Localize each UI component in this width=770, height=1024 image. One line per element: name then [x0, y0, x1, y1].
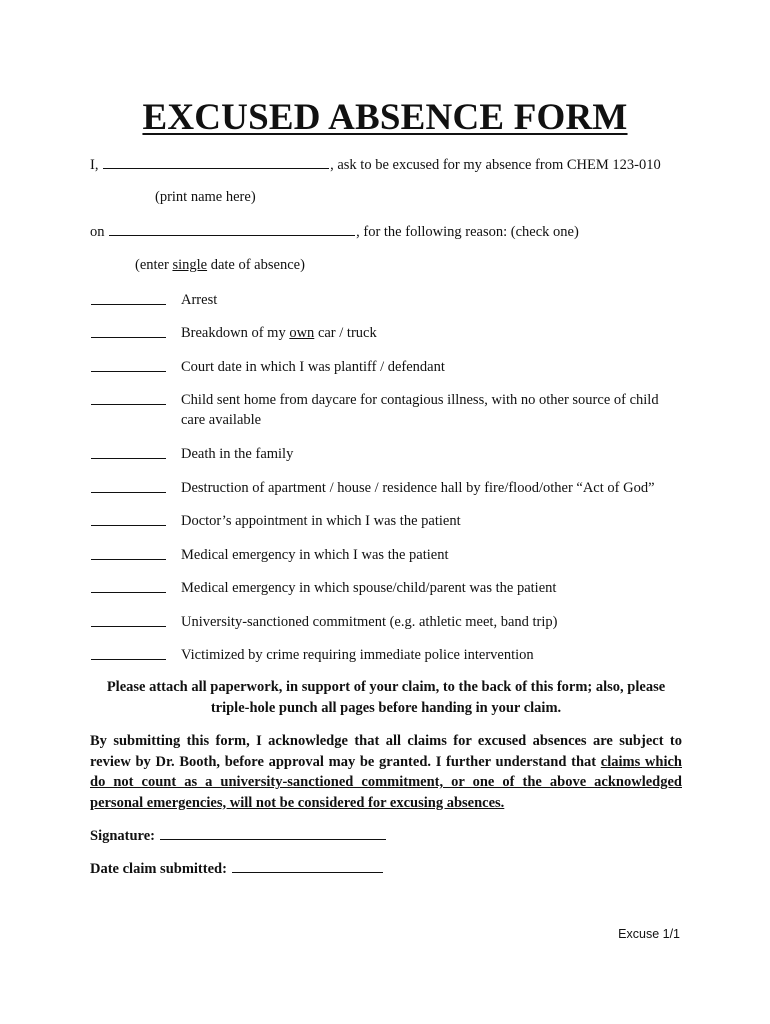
date-submitted-blank[interactable] [232, 860, 383, 873]
reason-label-part: car / truck [314, 325, 377, 341]
signature-blank[interactable] [160, 827, 386, 840]
reason-checkbox-blank[interactable] [91, 612, 166, 627]
attach-paperwork-note: Please attach all paperwork, in support of your claim, to the back of this form; also, please triple-hole punch all pages before handing in your claim. [106, 679, 666, 716]
date-hint-before: (enter [135, 257, 173, 273]
date-hint [135, 257, 305, 274]
date-line [90, 223, 579, 241]
reason-label: Court date in which I was plantiff / defendant [181, 359, 445, 375]
reason-checkbox-blank[interactable] [91, 511, 166, 526]
reason-checkbox-blank[interactable] [91, 444, 166, 459]
date-prefix: on [90, 224, 105, 240]
name-line [90, 156, 661, 174]
page-title: EXCUSED ABSENCE FORM [142, 97, 628, 138]
reason-checkbox-blank[interactable] [91, 478, 166, 493]
page-footer: Excuse 1/1 [618, 927, 680, 941]
acknowledgement-text: By submitting this form, I acknowledge that all claims for excused absences are subject to review by Dr. Booth, before approval may be granted. I further understand that [90, 733, 682, 770]
reason-checkbox-blank[interactable] [91, 390, 166, 405]
reason-checkbox-blank[interactable] [91, 545, 166, 560]
acknowledgement-underlined-text: claims which do not count as a university-sanctioned commitment, or one of the above acknowledged personal emergencies, will not be considered for excusing absences. [90, 753, 682, 811]
name-blank[interactable] [103, 156, 329, 169]
reason-checkbox-blank[interactable] [91, 357, 166, 372]
date-blank[interactable] [109, 223, 355, 236]
reason-label [181, 323, 686, 343]
reason-checkbox-blank[interactable] [91, 323, 166, 338]
date-suffix: , for the following reason: (check one) [356, 224, 579, 240]
reason-label-part: Breakdown of my [181, 325, 290, 341]
reason-label: Death in the family [181, 446, 294, 462]
reason-label: Arrest [181, 292, 218, 308]
reason-label: Victimized by crime requiring immediate police intervention [181, 647, 534, 663]
reason-label: Doctor’s appointment in which I was the patient [181, 513, 461, 529]
reason-label: University-sanctioned commitment (e.g. athletic meet, band trip) [181, 614, 558, 630]
reason-checkbox-blank[interactable] [91, 645, 166, 660]
reason-label-emph: own [289, 325, 315, 341]
date-submitted-line [90, 860, 384, 878]
date-hint-after: date of absence) [207, 257, 305, 273]
reason-checkbox-blank[interactable] [91, 290, 166, 305]
signature-line [90, 827, 387, 845]
date-hint-emph: single [172, 257, 208, 273]
reason-label: Child sent home from daycare for contagious illness, with no other source of child care available [181, 392, 659, 428]
name-suffix: , ask to be excused for my absence from CHEM 123-010 [330, 157, 661, 173]
name-hint: (print name here) [155, 189, 256, 205]
reason-label: Medical emergency in which spouse/child/parent was the patient [181, 580, 557, 596]
date-submitted-label: Date claim submitted: [90, 861, 227, 877]
name-prefix: I, [90, 157, 99, 173]
reason-checkbox-blank[interactable] [91, 578, 166, 593]
acknowledgement-paragraph [90, 731, 682, 813]
reason-label: Medical emergency in which I was the patient [181, 547, 449, 563]
reason-label: Destruction of apartment / house / residence hall by fire/flood/other “Act of God” [181, 480, 655, 496]
signature-label: Signature: [90, 828, 155, 844]
